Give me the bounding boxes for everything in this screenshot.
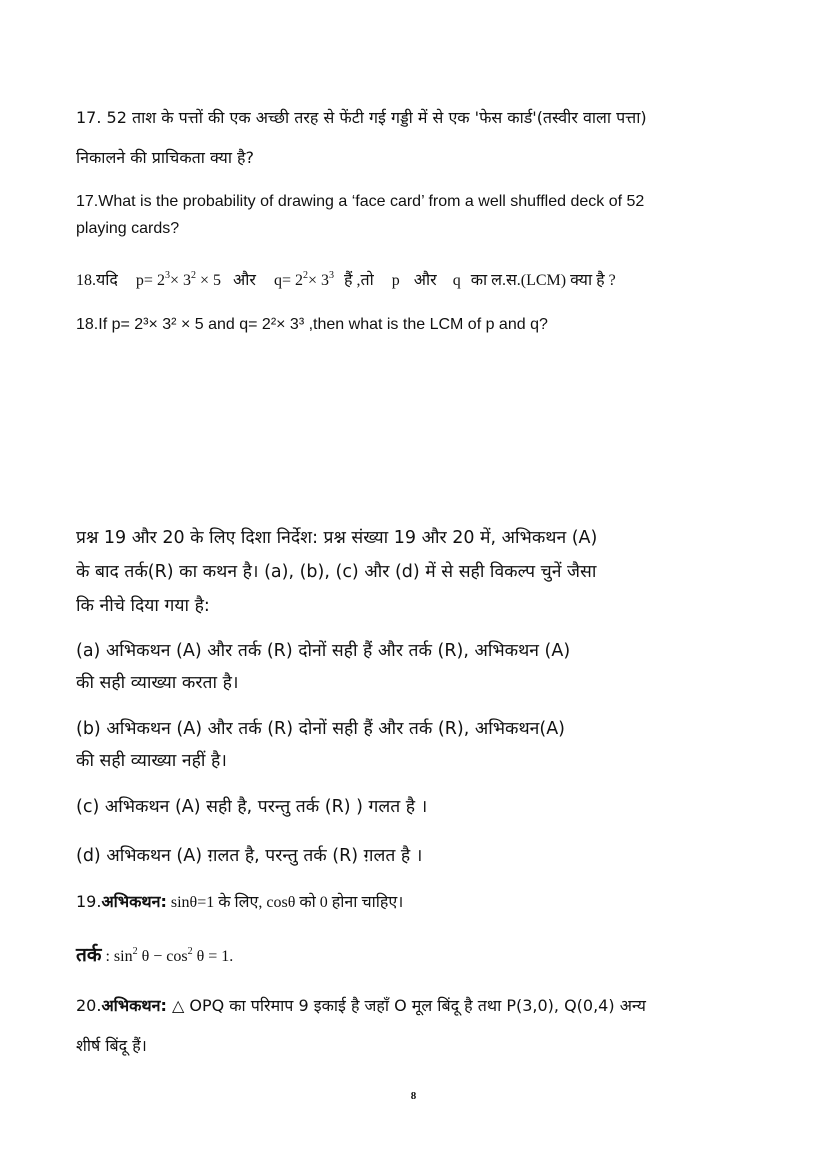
q18-q-expression: $q= 2^2\times 3^3$	[273, 270, 334, 289]
q17-english-line-2: playing cards?	[76, 220, 180, 237]
q18-p-expression: $p= 2^3\times 3^2 \times 5$	[135, 270, 222, 289]
q20-label: 20.	[76, 996, 102, 1015]
q18-p: p	[391, 272, 400, 289]
q19-assertion-text: sinθ=1 के लिए, cosθ को 0 होना चाहिए।	[166, 894, 404, 911]
q19-assertion	[76, 890, 767, 912]
q18-and: और	[233, 272, 256, 289]
q18-hindi-line	[76, 268, 767, 290]
q19-assertion-label: अभिकथन:	[101, 892, 167, 911]
q18-english-line: 18.If p= 2³× 3² × 5 and q= 2²× 3³ ,then what is the LCM of p and q?	[76, 316, 548, 333]
option-b-line-2: की सही व्याख्या नहीं है।	[76, 751, 227, 771]
q20-assertion-line-2: शीर्ष बिंदू हैं।	[76, 1036, 147, 1055]
q17-hindi-line-1: 17. 52 ताश के पत्तों की एक अच्छी तरह से फेंटी गई गड्डी में से एक 'फेस कार्ड'(तस्वीर वाला पत्ता)	[76, 108, 647, 127]
option-c: (c) अभिकथन (A) सही है, परन्तु तर्क (R) ) गलत है ।	[76, 797, 428, 817]
q18-q: q	[452, 272, 461, 289]
q18-and-2: और	[413, 272, 437, 289]
q20-assertion-line-1	[76, 994, 767, 1016]
directions-line-2: के बाद तर्क(R) का कथन है। (a), (b), (c) और (d) में से सही विकल्प चुनें जैसा	[76, 562, 597, 582]
q20-assertion-label: अभिकथन:	[101, 996, 167, 1015]
q19-reason-label: तर्क	[76, 944, 102, 966]
option-a-line-2: की सही व्याख्या करता है।	[76, 673, 239, 693]
option-a-line-1: (a) अभिकथन (A) और तर्क (R) दोनों सही हैं और तर्क (R), अभिकथन (A)	[76, 641, 571, 661]
option-b-line-1: (b) अभिकथन (A) और तर्क (R) दोनों सही हैं और तर्क (R), अभिकथन(A)	[76, 719, 566, 739]
q17-hindi-line-2: निकालने की प्राचिकता क्या है?	[76, 148, 255, 167]
q18-then: हैं ,तो	[344, 272, 374, 289]
q18-tail: का ल.स.(LCM) क्या है ?	[470, 272, 616, 289]
directions-line-3: कि नीचे दिया गया है:	[76, 596, 210, 616]
q19-reason-expression: $\sin^2 \theta - \cos^2 \theta = 1$.	[113, 946, 234, 965]
q19-label: 19.	[76, 892, 102, 911]
page-number: 8	[410, 1090, 417, 1102]
q19-reason: तर्क : $\sin^2 \theta - \cos^2 \theta = 1$.	[76, 944, 234, 966]
directions-line-1: प्रश्न 19 और 20 के लिए दिशा निर्देश: प्रश्न संख्या 19 और 20 में, अभिकथन (A)	[76, 528, 598, 548]
q20-assertion-text: △ OPQ का परिमाप 9 इकाई है जहाँ O मूल बिंदू है तथा P(3,0), Q(0,4) अन्य	[166, 996, 646, 1015]
q17-english-line-1: 17.What is the probability of drawing a ‘face card’ from a well shuffled deck of 52	[76, 193, 645, 210]
option-d: (d) अभिकथन (A) ग़लत है, परन्तु तर्क (R) ग़लत है ।	[76, 846, 423, 866]
q18-prefix: 18.यदि	[76, 272, 118, 289]
